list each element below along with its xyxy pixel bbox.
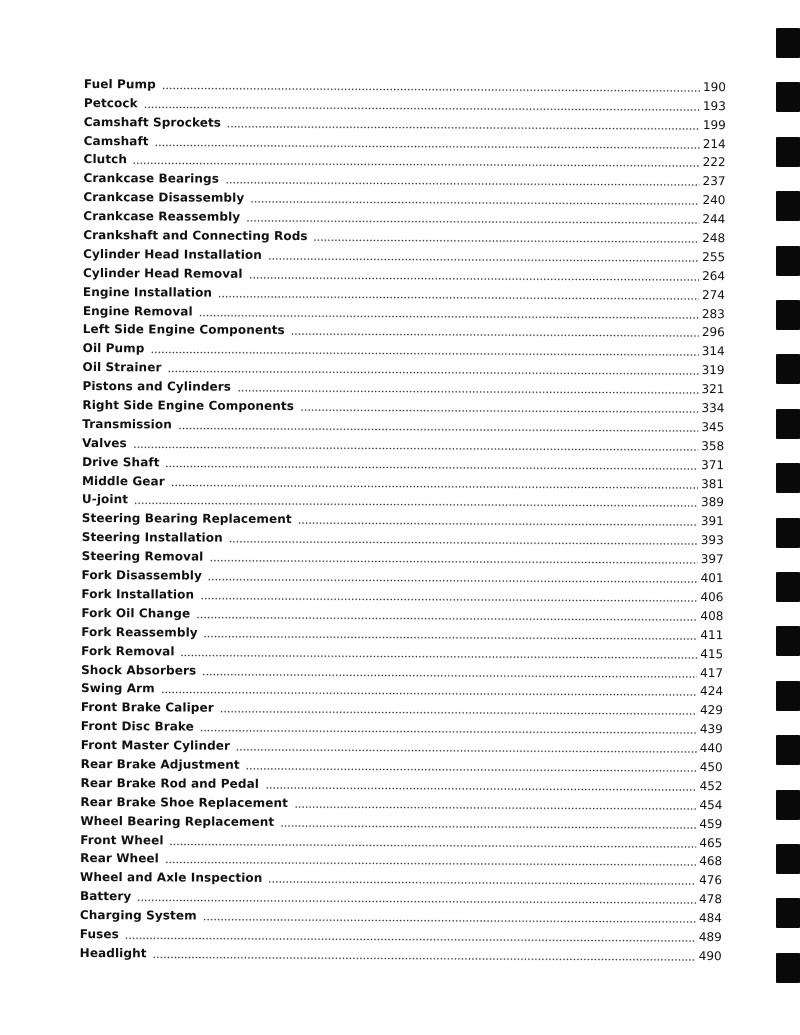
toc-entry-page-number: 214 xyxy=(702,136,726,151)
dot-leader xyxy=(268,258,699,262)
dot-leader xyxy=(229,541,698,545)
toc-entry-page-number: 248 xyxy=(702,231,726,246)
toc-entry-title: Steering Bearing Replacement xyxy=(81,511,292,527)
toc-entry-page-number: 401 xyxy=(700,571,724,586)
toc-entry-title: Front Wheel xyxy=(80,832,164,847)
dot-leader xyxy=(181,654,698,659)
dot-leader xyxy=(133,446,699,451)
toc-entry-page-number: 193 xyxy=(702,98,726,113)
dot-leader xyxy=(153,956,696,961)
thumb-index-tab xyxy=(776,463,800,493)
toc-entry-page-number: 334 xyxy=(701,401,725,416)
toc-entry[interactable] xyxy=(80,791,722,813)
toc-entry[interactable] xyxy=(82,375,724,397)
toc-entry-title: Right Side Engine Components xyxy=(82,398,295,414)
toc-entry-page-number: 489 xyxy=(698,929,722,945)
toc-entry-title: Rear Brake Adjustment xyxy=(80,756,240,772)
thumb-index-tab xyxy=(776,246,800,276)
thumb-index-tabs xyxy=(768,0,800,1035)
toc-entry-page-number: 490 xyxy=(698,948,722,963)
toc-entry-title: Middle Gear xyxy=(81,473,165,488)
toc-entry-title: Battery xyxy=(79,889,132,904)
toc-entry-title: Front Master Cylinder xyxy=(80,738,231,753)
thumb-index-tab xyxy=(776,137,800,167)
dot-leader xyxy=(167,371,698,376)
toc-entry-title: Front Disc Brake xyxy=(80,719,194,734)
toc-entry-title: Drive Shaft xyxy=(82,454,160,470)
toc-entry-page-number: 397 xyxy=(700,552,724,567)
toc-entry-title: Rear Wheel xyxy=(80,851,159,866)
toc-entry[interactable] xyxy=(81,583,723,605)
toc-entry-title: Crankshaft and Connecting Rods xyxy=(83,228,308,244)
dot-leader xyxy=(225,182,700,186)
dot-leader xyxy=(249,277,700,281)
toc-entry-page-number: 391 xyxy=(700,514,724,529)
dot-leader xyxy=(144,106,700,111)
dot-leader xyxy=(150,352,698,357)
toc-entry-title: Wheel Bearing Replacement xyxy=(80,813,275,829)
dot-leader xyxy=(161,692,697,697)
thumb-index-tab xyxy=(776,354,800,384)
toc-entry[interactable] xyxy=(80,772,722,794)
toc-entry-title: Front Brake Caliper xyxy=(80,700,214,715)
toc-entry-page-number: 199 xyxy=(702,117,726,132)
toc-entry-title: Camshaft Sprockets xyxy=(83,114,222,130)
dot-leader xyxy=(298,522,698,526)
thumb-index-tab xyxy=(776,409,800,439)
toc-entry-page-number: 484 xyxy=(698,911,722,926)
dot-leader xyxy=(137,899,696,904)
toc-entry-title: Valves xyxy=(82,435,127,451)
dot-leader xyxy=(291,333,699,337)
toc-entry-title: Rear Brake Rod and Pedal xyxy=(80,775,260,791)
toc-entry[interactable] xyxy=(81,659,723,681)
toc-entry[interactable] xyxy=(81,696,723,718)
toc-entry[interactable] xyxy=(81,621,723,643)
dot-leader xyxy=(171,484,698,489)
thumb-index-tab xyxy=(776,735,800,765)
toc-entry-title: Wheel and Axle Inspection xyxy=(80,870,263,886)
toc-entry-page-number: 411 xyxy=(700,627,724,642)
toc-entry-page-number: 450 xyxy=(699,759,723,775)
thumb-index-tab xyxy=(776,790,800,820)
dot-leader xyxy=(170,843,697,848)
dot-leader xyxy=(250,201,699,205)
toc-entry[interactable] xyxy=(81,602,723,624)
toc-entry-page-number: 454 xyxy=(699,797,723,812)
toc-entry-page-number: 237 xyxy=(702,174,726,189)
toc-entry[interactable] xyxy=(83,319,725,341)
toc-entry[interactable] xyxy=(83,186,725,208)
toc-entry-page-number: 406 xyxy=(700,589,724,605)
toc-entry-page-number: 465 xyxy=(699,835,723,850)
toc-entry[interactable] xyxy=(83,205,725,227)
thumb-index-tab xyxy=(776,572,800,602)
toc-entry[interactable] xyxy=(82,526,724,548)
dot-leader xyxy=(300,409,698,413)
toc-entry-page-number: 408 xyxy=(700,608,724,623)
toc-entry-title: Rear Brake Shoe Replacement xyxy=(80,794,288,810)
dot-leader xyxy=(208,579,698,583)
dot-leader xyxy=(199,314,699,318)
toc-entry-title: Headlight xyxy=(79,945,147,961)
toc-entry-page-number: 319 xyxy=(701,363,725,378)
dot-leader xyxy=(162,87,700,92)
toc-entry[interactable] xyxy=(82,507,724,529)
dot-leader xyxy=(227,125,700,129)
toc-entry[interactable] xyxy=(84,111,726,133)
thumb-index-tab xyxy=(776,626,800,656)
thumb-index-tab xyxy=(776,681,800,711)
toc-entry-page-number: 274 xyxy=(701,287,725,302)
toc-entry-title: Steering Installation xyxy=(81,530,223,545)
toc-entry[interactable] xyxy=(81,753,723,775)
dot-leader xyxy=(246,220,699,224)
toc-entry-title: Cylinder Head Removal xyxy=(82,265,243,281)
toc-entry-page-number: 476 xyxy=(699,873,723,888)
dot-leader xyxy=(200,730,697,734)
toc-entry-title: Charging System xyxy=(79,908,197,923)
toc-entry-title: Fork Disassembly xyxy=(81,568,202,583)
dot-leader xyxy=(178,427,699,432)
dot-leader xyxy=(204,635,698,639)
toc-entry-page-number: 283 xyxy=(701,306,725,321)
dot-leader xyxy=(236,749,697,753)
dot-leader xyxy=(196,616,697,620)
toc-entry-page-number: 222 xyxy=(702,155,726,170)
toc-entry-page-number: 424 xyxy=(700,684,724,699)
toc-entry[interactable] xyxy=(80,866,722,888)
dot-leader xyxy=(268,881,696,885)
dot-leader xyxy=(246,768,697,772)
thumb-index-tab xyxy=(776,28,800,58)
toc-entry-page-number: 389 xyxy=(700,495,724,510)
toc-entry-page-number: 468 xyxy=(699,854,723,869)
toc-entry-page-number: 393 xyxy=(700,533,724,548)
toc-entry[interactable] xyxy=(83,262,725,284)
dot-leader xyxy=(314,239,700,243)
toc-entry[interactable] xyxy=(81,715,723,737)
toc-entry-page-number: 264 xyxy=(702,268,726,283)
toc-entry-page-number: 296 xyxy=(701,325,725,340)
toc-entry-title: Fork Oil Change xyxy=(81,605,191,621)
toc-entry-page-number: 358 xyxy=(701,438,725,453)
toc-entry-title: Pistons and Cylinders xyxy=(82,379,232,394)
dot-leader xyxy=(166,465,699,470)
toc-entry-page-number: 440 xyxy=(699,741,723,756)
toc-entry-title: U-joint xyxy=(81,492,129,507)
dot-leader xyxy=(203,919,696,923)
thumb-index-tab xyxy=(776,191,800,221)
dot-leader xyxy=(280,825,696,829)
toc-entry[interactable] xyxy=(83,224,725,246)
toc-entry-title: Engine Removal xyxy=(82,303,193,319)
toc-entry-title: Oil Strainer xyxy=(82,360,162,375)
toc-entry-page-number: 439 xyxy=(699,722,723,737)
dot-leader xyxy=(237,390,699,394)
toc-entry-page-number: 314 xyxy=(701,344,725,359)
dot-leader xyxy=(134,503,698,508)
dot-leader xyxy=(155,144,700,149)
thumb-index-tab xyxy=(776,953,800,983)
toc-entry-page-number: 381 xyxy=(701,476,725,491)
toc-entry[interactable] xyxy=(82,394,724,416)
toc-entry-page-number: 452 xyxy=(699,778,723,793)
toc-entry-page-number: 190 xyxy=(702,79,726,95)
toc-entry-title: Petcock xyxy=(83,95,138,111)
toc-entry[interactable] xyxy=(82,545,724,567)
toc-entry-page-number: 459 xyxy=(699,816,723,831)
toc-entry-title: Camshaft xyxy=(83,133,149,148)
toc-entry[interactable] xyxy=(83,281,725,303)
thumb-index-tab xyxy=(776,844,800,874)
dot-leader xyxy=(202,673,697,677)
thumb-index-tab xyxy=(776,300,800,330)
toc-entry-title: Clutch xyxy=(83,152,128,167)
toc-entry[interactable] xyxy=(83,300,725,322)
toc-entry-title: Cylinder Head Installation xyxy=(83,246,262,262)
toc-entry[interactable] xyxy=(80,942,722,964)
dot-leader xyxy=(133,163,700,168)
table-of-contents xyxy=(80,73,726,964)
thumb-index-tab xyxy=(776,898,800,928)
toc-entry-page-number: 244 xyxy=(702,212,726,227)
toc-entry-title: Steering Removal xyxy=(81,549,204,564)
toc-entry-title: Left Side Engine Components xyxy=(82,322,285,338)
toc-entry-page-number: 240 xyxy=(702,193,726,208)
toc-entry-title: Oil Pump xyxy=(82,341,145,356)
toc-entry[interactable] xyxy=(83,167,725,189)
dot-leader xyxy=(209,560,697,564)
toc-entry-title: Engine Installation xyxy=(82,284,213,300)
toc-entry[interactable] xyxy=(80,810,722,832)
toc-entry-title: Fork Reassembly xyxy=(81,624,198,640)
dot-leader xyxy=(265,787,697,791)
toc-entry-page-number: 429 xyxy=(699,703,723,718)
dot-leader xyxy=(165,862,696,867)
toc-entry-page-number: 417 xyxy=(700,665,724,680)
toc-entry-title: Crankcase Bearings xyxy=(83,171,220,187)
toc-entry[interactable] xyxy=(80,904,722,926)
toc-entry-page-number: 371 xyxy=(701,457,725,472)
toc-entry-title: Crankcase Reassembly xyxy=(83,209,241,224)
dot-leader xyxy=(200,598,697,602)
toc-entry-page-number: 415 xyxy=(700,646,724,661)
toc-entry-title: Fuel Pump xyxy=(83,76,156,92)
toc-entry-page-number: 478 xyxy=(699,892,723,907)
toc-entry[interactable] xyxy=(83,243,725,265)
toc-entry-title: Swing Arm xyxy=(80,681,155,696)
dot-leader xyxy=(218,295,699,299)
dot-leader xyxy=(294,806,697,810)
toc-entry-page-number: 255 xyxy=(702,249,726,265)
toc-entry[interactable] xyxy=(82,564,724,586)
toc-entry[interactable] xyxy=(81,734,723,756)
dot-leader xyxy=(125,937,696,942)
toc-entry-title: Fuses xyxy=(79,926,119,942)
thumb-index-tab xyxy=(776,518,800,548)
toc-entry-page-number: 321 xyxy=(701,382,725,397)
toc-entry-title: Crankcase Disassembly xyxy=(83,190,245,206)
toc-entry-page-number: 345 xyxy=(701,419,725,435)
dot-leader xyxy=(220,711,697,715)
toc-entry-title: Shock Absorbers xyxy=(81,662,197,678)
toc-entry-title: Fork Removal xyxy=(81,643,175,659)
toc-entry-title: Fork Installation xyxy=(81,586,195,602)
thumb-index-tab xyxy=(776,82,800,112)
toc-entry-title: Transmission xyxy=(82,416,172,432)
